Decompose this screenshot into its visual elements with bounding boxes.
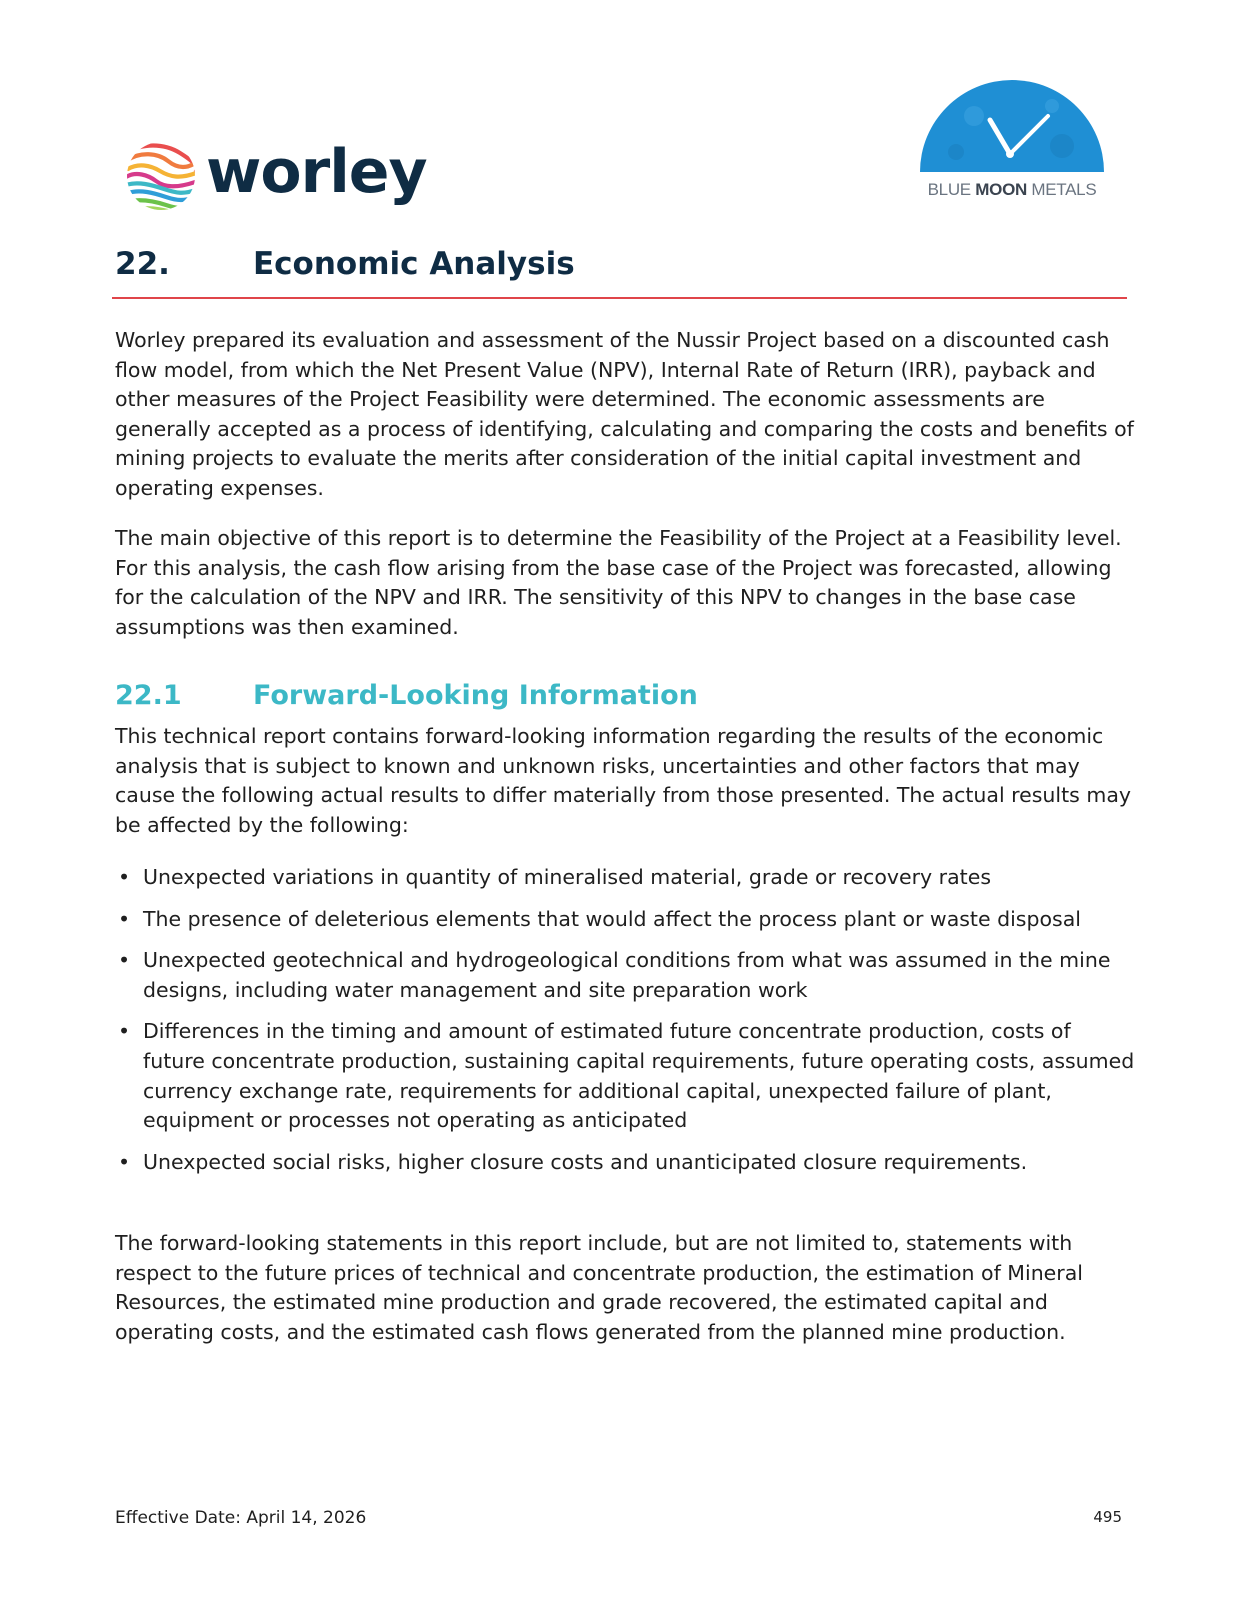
worley-logo	[124, 136, 427, 216]
worley-wordmark: worley	[206, 137, 427, 207]
list-item: • Unexpected variations in quantity of mineralised material, grade or recovery rates	[115, 863, 1135, 893]
footer-effective-date: Effective Date: April 14, 2026	[115, 1508, 367, 1528]
paragraph-forward-looking-intro: This technical report contains forward-looking information regarding the results of the economic analysis that is subject to known and unknown risks, uncertainties and other factors that may cause the following actual results to differ materially from those presented. The actual results may be affected by the following:	[115, 724, 1132, 837]
paragraph-forward-looking-statements: The forward-looking statements in this report include, but are not limited to, statements with respect to the future prices of technical and concentrate production, the estimation of Mineral Resources, the estimated mine production and grade recovered, the estimated capital and operating costs, and the estimated cash flows generated from the planned mine production.	[115, 1231, 1083, 1344]
bullet-icon: •	[118, 906, 131, 931]
blue-moon-metals-logo	[912, 76, 1112, 200]
list-item: • The presence of deleterious elements that would affect the process plant or waste disposal	[115, 905, 1135, 935]
subsection-title: Forward-Looking Information	[253, 680, 698, 711]
blue-moon-metals-wordmark: BLUE MOON METALS	[927, 180, 1097, 199]
bullet-icon: •	[118, 1019, 131, 1044]
section-number: 22.	[115, 246, 170, 282]
section-title: Economic Analysis	[253, 246, 575, 282]
bullet-icon: •	[118, 948, 131, 973]
risk-bullet-list	[115, 863, 1135, 1189]
bullet-icon: •	[118, 865, 131, 889]
bullet-icon: •	[118, 1149, 131, 1174]
worley-swirl-icon	[124, 139, 198, 213]
list-item: • Unexpected geotechnical and hydrogeological conditions from what was assumed in the mine designs, including water management and site preparation work	[118, 948, 1111, 1002]
list-item: • Unexpected social risks, higher closure costs and unanticipated closure requirements.	[115, 1148, 1135, 1178]
moon-clock-icon	[912, 76, 1112, 180]
paragraph-intro: Worley prepared its evaluation and assessment of the Nussir Project based on a discounted cash flow model, from which the Net Present Value (NPV), Internal Rate of Return (IRR), payback and other measures of the Project Feasibility were determined. The economic assessments are generally accepted as a process of identifying, calculating and comparing the costs and benefits of mining projects to evaluate the merits after consideration of the initial capital investment and operating expenses.	[115, 328, 1134, 500]
subsection-heading	[115, 680, 698, 711]
paragraph-objective: The main objective of this report is to determine the Feasibility of the Project at a Feasibility level. For this analysis, the cash flow arising from the base case of the Project was forecasted, allowing for the calculation of the NPV and IRR. The sensitivity of this NPV to changes in the base case assumptions was then examined.	[115, 526, 1122, 639]
heading-rule	[112, 297, 1127, 299]
subsection-number: 22.1	[115, 680, 182, 711]
footer-page-number: 495	[1093, 1508, 1122, 1526]
section-heading	[115, 246, 1125, 282]
list-item: • Differences in the timing and amount of estimated future concentrate production, costs of future concentrate production, sustaining capital requirements, future operating costs, assumed currency exchange rate, requirements for additional capital, unexpected failure of plant, equipment or processes not operating as anticipated	[118, 1019, 1135, 1133]
